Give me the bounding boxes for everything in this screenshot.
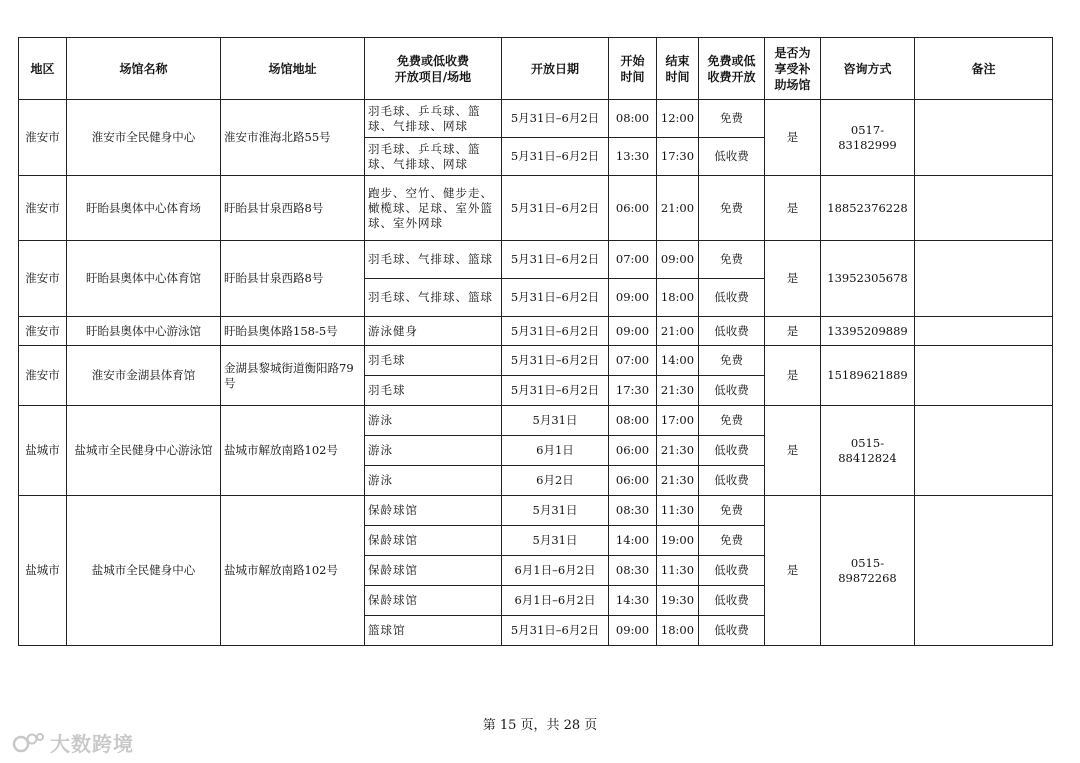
venue-address-cell: 金湖县黎城街道衡阳路79号 [221, 346, 365, 406]
table-row [19, 241, 1053, 279]
items-cell: 羽毛球 [365, 376, 502, 406]
header-start-time: 开始 时间 [609, 38, 657, 100]
start-time-cell: 09:00 [609, 616, 657, 646]
open-date-cell: 6月1日 [502, 436, 609, 466]
open-date-cell: 5月31日–6月2日 [502, 241, 609, 279]
start-time-cell: 08:30 [609, 556, 657, 586]
venue-name-cell: 盱眙县奥体中心体育馆 [67, 241, 221, 317]
start-time-cell: 07:00 [609, 346, 657, 376]
start-time-cell: 09:00 [609, 317, 657, 346]
region-cell: 淮安市 [19, 176, 67, 241]
end-time-cell: 17:00 [657, 406, 699, 436]
subsidized-cell: 是 [765, 346, 821, 406]
start-time-cell: 08:00 [609, 100, 657, 138]
page-footer: 第 15 页，共 28 页 [482, 718, 598, 733]
end-time-cell: 21:30 [657, 436, 699, 466]
end-time-cell: 21:30 [657, 376, 699, 406]
venue-address-cell: 淮安市淮海北路55号 [221, 100, 365, 176]
start-time-cell: 14:30 [609, 586, 657, 616]
end-time-cell: 17:30 [657, 138, 699, 176]
table-row [19, 406, 1053, 436]
fee-type-cell: 低收费 [699, 317, 765, 346]
end-time-cell: 18:00 [657, 279, 699, 317]
venue-address-cell: 盱眙县甘泉西路8号 [221, 241, 365, 317]
header-contact: 咨询方式 [821, 38, 915, 100]
items-cell: 篮球馆 [365, 616, 502, 646]
fee-type-cell: 免费 [699, 176, 765, 241]
items-cell: 羽毛球、气排球、篮球 [365, 279, 502, 317]
open-date-cell: 6月2日 [502, 466, 609, 496]
end-time-cell: 21:00 [657, 176, 699, 241]
open-date-cell: 5月31日 [502, 406, 609, 436]
contact-cell: 18852376228 [821, 176, 915, 241]
items-cell: 游泳 [365, 466, 502, 496]
items-cell: 羽毛球 [365, 346, 502, 376]
region-cell: 淮安市 [19, 100, 67, 176]
remarks-cell [915, 317, 1053, 346]
header-end-time: 结束 时间 [657, 38, 699, 100]
venue-name-cell: 淮安市金湖县体育馆 [67, 346, 221, 406]
items-cell: 跑步、空竹、健步走、橄榄球、足球、室外篮球、室外网球 [365, 176, 502, 241]
open-date-cell: 5月31日 [502, 526, 609, 556]
region-cell: 淮安市 [19, 317, 67, 346]
remarks-cell [915, 496, 1053, 646]
end-time-cell: 11:30 [657, 556, 699, 586]
table-row [19, 317, 1053, 346]
fee-type-cell: 免费 [699, 100, 765, 138]
items-cell: 保龄球馆 [365, 556, 502, 586]
fee-type-cell: 免费 [699, 496, 765, 526]
subsidized-cell: 是 [765, 496, 821, 646]
header-fee-type: 免费或低 收费开放 [699, 38, 765, 100]
remarks-cell [915, 100, 1053, 176]
items-cell: 游泳健身 [365, 317, 502, 346]
open-date-cell: 5月31日–6月2日 [502, 616, 609, 646]
region-cell: 盐城市 [19, 496, 67, 646]
fee-type-cell: 低收费 [699, 436, 765, 466]
subsidized-cell: 是 [765, 241, 821, 317]
start-time-cell: 09:00 [609, 279, 657, 317]
end-time-cell: 21:30 [657, 466, 699, 496]
region-cell: 盐城市 [19, 406, 67, 496]
header-open-date: 开放日期 [502, 38, 609, 100]
watermark [12, 728, 134, 757]
contact-cell: 15189621889 [821, 346, 915, 406]
fee-type-cell: 低收费 [699, 279, 765, 317]
end-time-cell: 19:00 [657, 526, 699, 556]
items-cell: 游泳 [365, 406, 502, 436]
end-time-cell: 11:30 [657, 496, 699, 526]
remarks-cell [915, 241, 1053, 317]
start-time-cell: 08:00 [609, 406, 657, 436]
items-cell: 羽毛球、乒乓球、篮球、气排球、网球 [365, 138, 502, 176]
start-time-cell: 17:30 [609, 376, 657, 406]
fee-type-cell: 低收费 [699, 616, 765, 646]
subsidized-cell: 是 [765, 406, 821, 496]
fee-type-cell: 低收费 [699, 466, 765, 496]
region-cell: 淮安市 [19, 241, 67, 317]
contact-cell: 0515-89872268 [821, 496, 915, 646]
open-date-cell: 5月31日 [502, 496, 609, 526]
open-date-cell: 5月31日–6月2日 [502, 346, 609, 376]
remarks-cell [915, 346, 1053, 406]
fee-type-cell: 低收费 [699, 376, 765, 406]
remarks-cell [915, 406, 1053, 496]
table-row [19, 100, 1053, 138]
fee-type-cell: 低收费 [699, 138, 765, 176]
table-row [19, 176, 1053, 241]
items-cell: 游泳 [365, 436, 502, 466]
items-cell: 羽毛球、乒乓球、篮球、气排球、网球 [365, 100, 502, 138]
table-body [19, 100, 1053, 646]
contact-cell: 0517-83182999 [821, 100, 915, 176]
watermark-text: 大数跨境 [50, 732, 134, 756]
fee-type-cell: 低收费 [699, 586, 765, 616]
items-cell: 保龄球馆 [365, 586, 502, 616]
end-time-cell: 14:00 [657, 346, 699, 376]
subsidized-cell: 是 [765, 100, 821, 176]
table-row [19, 496, 1053, 526]
venue-table [18, 37, 1053, 646]
subsidized-cell: 是 [765, 176, 821, 241]
fee-type-cell: 免费 [699, 346, 765, 376]
header-venue-name: 场馆名称 [67, 38, 221, 100]
end-time-cell: 09:00 [657, 241, 699, 279]
contact-cell: 0515-88412824 [821, 406, 915, 496]
open-date-cell: 5月31日–6月2日 [502, 279, 609, 317]
venue-name-cell: 盱眙县奥体中心游泳馆 [67, 317, 221, 346]
start-time-cell: 08:30 [609, 496, 657, 526]
items-cell: 保龄球馆 [365, 526, 502, 556]
open-date-cell: 6月1日–6月2日 [502, 556, 609, 586]
start-time-cell: 07:00 [609, 241, 657, 279]
fee-type-cell: 免费 [699, 406, 765, 436]
region-cell: 淮安市 [19, 346, 67, 406]
subsidized-cell: 是 [765, 317, 821, 346]
items-cell: 羽毛球、气排球、篮球 [365, 241, 502, 279]
start-time-cell: 06:00 [609, 176, 657, 241]
contact-cell: 13952305678 [821, 241, 915, 317]
end-time-cell: 12:00 [657, 100, 699, 138]
venue-address-cell: 盱眙县奥体路158-5号 [221, 317, 365, 346]
table-row [19, 346, 1053, 376]
venue-address-cell: 盱眙县甘泉西路8号 [221, 176, 365, 241]
header-venue-address: 场馆地址 [221, 38, 365, 100]
header-region: 地区 [19, 38, 67, 100]
header-items: 免费或低收费 开放项目/场地 [365, 38, 502, 100]
watermark-logo-icon [12, 730, 46, 756]
start-time-cell: 06:00 [609, 466, 657, 496]
end-time-cell: 19:30 [657, 586, 699, 616]
venue-name-cell: 盱眙县奥体中心体育场 [67, 176, 221, 241]
end-time-cell: 21:00 [657, 317, 699, 346]
open-date-cell: 5月31日–6月2日 [502, 138, 609, 176]
header-subsidized: 是否为 享受补 助场馆 [765, 38, 821, 100]
remarks-cell [915, 176, 1053, 241]
start-time-cell: 06:00 [609, 436, 657, 466]
start-time-cell: 13:30 [609, 138, 657, 176]
fee-type-cell: 免费 [699, 241, 765, 279]
header-remarks: 备注 [915, 38, 1053, 100]
open-date-cell: 5月31日–6月2日 [502, 376, 609, 406]
venue-name-cell: 淮安市全民健身中心 [67, 100, 221, 176]
venue-name-cell: 盐城市全民健身中心游泳馆 [67, 406, 221, 496]
start-time-cell: 14:00 [609, 526, 657, 556]
open-date-cell: 6月1日–6月2日 [502, 586, 609, 616]
end-time-cell: 18:00 [657, 616, 699, 646]
venue-name-cell: 盐城市全民健身中心 [67, 496, 221, 646]
fee-type-cell: 低收费 [699, 556, 765, 586]
header-row [19, 38, 1053, 100]
open-date-cell: 5月31日–6月2日 [502, 176, 609, 241]
fee-type-cell: 免费 [699, 526, 765, 556]
open-date-cell: 5月31日–6月2日 [502, 317, 609, 346]
contact-cell: 13395209889 [821, 317, 915, 346]
open-date-cell: 5月31日–6月2日 [502, 100, 609, 138]
venue-address-cell: 盐城市解放南路102号 [221, 496, 365, 646]
items-cell: 保龄球馆 [365, 496, 502, 526]
venue-address-cell: 盐城市解放南路102号 [221, 406, 365, 496]
